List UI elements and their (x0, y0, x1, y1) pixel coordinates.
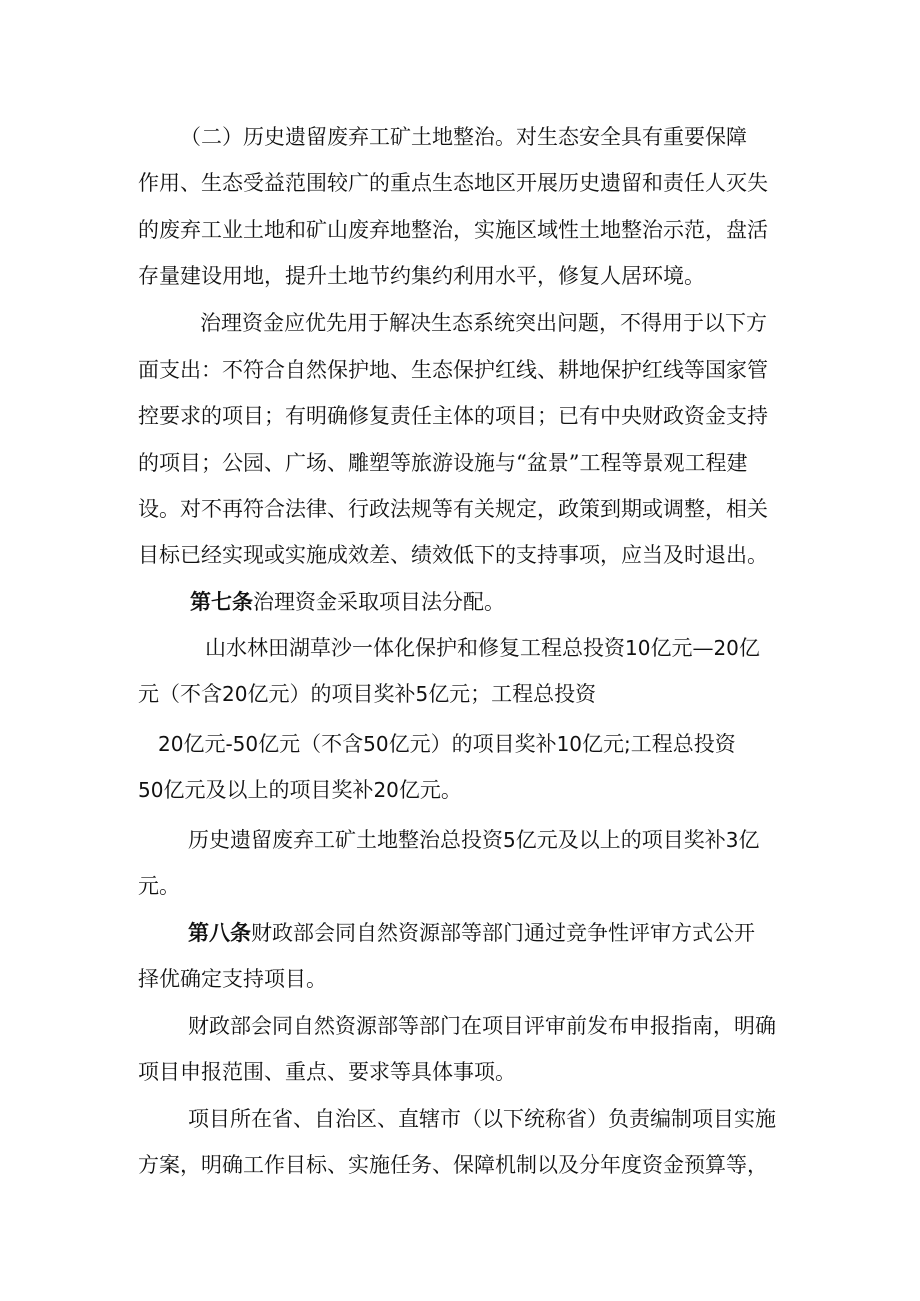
article-8-text: 财政部会同自然资源部等部门通过竞争性评审方式公开 (251, 921, 755, 945)
p3-l3-num-50: -50 (225, 732, 259, 756)
p3-l3-text-j: 工程总投资 (630, 732, 736, 756)
paragraph-2-line-2: 面支出：不符合自然保护地、生态保护红线、耕地保护红线等国家管 (138, 358, 768, 382)
paragraph-2-line-3: 控要求的项目；有明确修复责任主体的项目；已有中央财政资金支持 (138, 404, 768, 428)
article-7-text: 治理资金采取项目法分配。 (253, 590, 505, 614)
paragraph-6-line-1: 项目所在省、自治区、直辖市（以下统称省）负责编制项目实施 (188, 1107, 776, 1131)
paragraph-5-line-1: 财政部会同自然资源部等部门在项目评审前发布申报指南，明确 (188, 1014, 776, 1038)
p4-l1-text-c: 亿元及以上的项目奖补 (515, 828, 726, 852)
p3-l3-num-20: 20 (158, 732, 184, 756)
article-8-heading: 第八条 (188, 920, 251, 945)
paragraph-6-line-2: 方案，明确工作目标、实施任务、保障机制以及分年度资金预算等， (138, 1153, 768, 1177)
p3-l4-num-20: 20 (373, 778, 399, 802)
p3-l2-text-e: 亿元；工程总投资 (428, 682, 597, 706)
paragraph-2-line-1: 治理资金应优先用于解决生态系统突出问题，不得用于以下方 (200, 311, 767, 335)
p3-l1-num-10: 10 (625, 636, 651, 660)
p3-l3-semicolon: ; (624, 732, 631, 756)
p4-l1-text-e: 亿 (738, 828, 760, 852)
paragraph-2-line-4: 的项目；公园、广场、雕塑等旅游设施与“盆景”工程等景观工程建 (138, 451, 748, 475)
p3-l2-num-5: 5 (415, 682, 429, 706)
p4-l1-text-a: 历史遗留废弃工矿土地整治总投资 (188, 828, 503, 852)
paragraph-4-line-1 (188, 820, 759, 860)
paragraph-1-line-4: 存量建设用地，提升土地节约集约利用水平，修复人居环境。 (138, 264, 705, 288)
p4-l1-num-5: 5 (503, 828, 516, 852)
paragraph-1-line-1: （二）历史遗留废弃工矿土地整治。对生态安全具有重要保障 (180, 125, 747, 149)
p3-l4-text-b: 亿元及以上的项目奖补 (163, 778, 374, 802)
article-7 (190, 582, 505, 622)
p3-l3-text-d: 亿元（不含 (258, 732, 364, 756)
p3-l3-num-10: 10 (556, 732, 583, 756)
p3-l1-text-e: 亿 (738, 636, 760, 660)
p3-l3-num-50b: 50 (363, 732, 389, 756)
paragraph-3-line-4 (138, 770, 462, 810)
p3-l1-text-c: 亿元— (650, 636, 714, 660)
p3-l3-text-h: 亿元 (582, 732, 625, 756)
paragraph-2-line-5: 设。对不再符合法律、行政法规等有关规定，政策到期或调整，相关 (138, 497, 768, 521)
paragraph-2-line-6: 目标已经实现或实施成效差、绩效低下的支持事项，应当及时退出。 (138, 543, 768, 567)
paragraph-1-line-2: 作用、生态受益范围较广的重点生态地区开展历史遗留和责任人灭失 (138, 171, 768, 195)
p3-l2-text-a: 元（不含 (138, 682, 222, 706)
p3-l1-num-20: 20 (713, 636, 739, 660)
p3-l4-num-50: 50 (138, 778, 164, 802)
paragraph-4-line-2: 元。 (138, 874, 180, 898)
paragraph-5-line-2: 项目申报范围、重点、要求等具体事项。 (138, 1060, 516, 1084)
p3-l3-text-f: 亿元）的项目奖补 (388, 732, 557, 756)
p3-l1-text-a: 山水林田湖草沙一体化保护和修复工程总投资 (205, 636, 625, 660)
article-8 (188, 913, 755, 953)
p4-l1-num-3: 3 (725, 828, 739, 852)
p3-l3-text-b: 亿元 (183, 732, 226, 756)
paragraph-3-line-2 (138, 674, 596, 714)
paragraph-3-line-1 (205, 628, 760, 668)
p3-l2-num-20: 20 (222, 682, 248, 706)
article-7-heading: 第七条 (190, 589, 253, 614)
paragraph-3-line-3 (158, 724, 736, 764)
article-8-line-2: 择优确定支持项目。 (138, 967, 327, 991)
p3-l4-text-d: 亿元。 (398, 778, 462, 802)
paragraph-1-line-3: 的废弃工业土地和矿山废弃地整治，实施区域性土地整治示范，盘活 (138, 218, 768, 242)
p3-l2-text-c: 亿元）的项目奖补 (247, 682, 416, 706)
